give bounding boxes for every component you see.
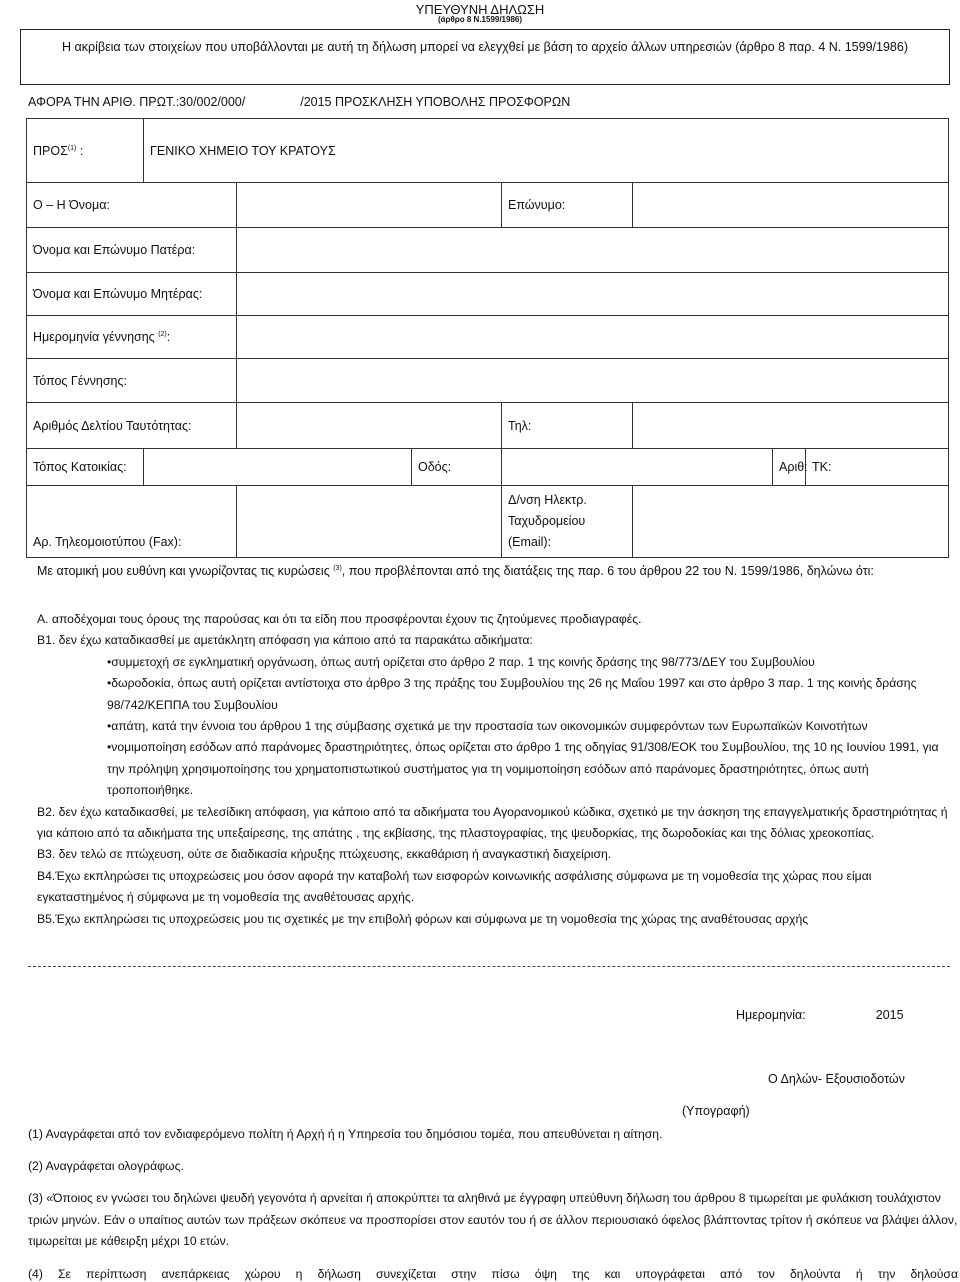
document-subtitle: (άρθρο 8 Ν.1599/1986) [437,15,523,24]
surname-field[interactable] [633,183,949,228]
reference-line [28,95,570,109]
footnote-ref-3: (3) [333,565,342,572]
declaration-b1-bullet: •νομιμοποίηση εσόδων από παράνομες δραστηριότητες, όπως ορίζεται στο άρθρο 1 της οδηγίας 91/308/ΕΟΚ του Συμβουλίου, της 10 ης Ιουνίου 1991, για την πρόληψη χρησιμοποίησης του χρηματοπιστωτικού συστήματος για τη νομιμοποίηση εσόδων από παράνομες δραστηριότητες, όπως αυτή τροποποιήθηκε. [107,740,939,798]
birthdate-field[interactable] [237,316,949,359]
declaration-b1: Β1. δεν έχω καταδικασθεί με αμετάκλητη απόφαση για κάποιο από τα παρακάτω αδικήματα: [37,633,533,648]
phone-field[interactable] [633,403,949,449]
footnote-ref-2: (2) [158,330,167,338]
birthplace-label: Τόπος Γέννησης: [27,359,237,403]
dashed-divider [28,966,950,967]
postcode-label: ΤΚ: [806,449,949,486]
footnote-2: (2) Αναγράφεται ολογράφως. [28,1159,184,1173]
date-label: Ημερομηνία: [736,1008,806,1022]
footnote-3: (3) «Όποιος εν γνώσει του δηλώνει ψευδή γεγονότα ή αρνείται ή αποκρύπτει τα αληθινά με έγγραφη υπεύθυνη δήλωση του άρθρου 8 τιμωρείται με φυλάκιση τουλάχιστον τριών μηνών. Εάν ο υπαίτιος αυτών των πράξεων σκόπευε να προσπορίσει στον εαυτόν του ή σε άλλον περιουσιακό όφελος βλάπτοντας τρίτον ή σκόπευε να βλάψει άλλον, τιμωρείται με κάθειρξη μέχρι 10 ετών. [28,1191,958,1248]
declaration-b5: Β5.Έχω εκπληρώσει τις υποχρεώσεις μου τις σχετικές με την επιβολή φόρων και σύμφωνα με τη νομοθεσία της χώρας της αναθέτουσας αρχής [37,911,809,926]
document-title: ΥΠΕΥΘΥΝΗ ΔΗΛΩΣΗ [415,2,545,17]
reference-suffix: /2015 ΠΡΟΣΚΛΗΣΗ ΥΠΟΒΟΛΗΣ ΠΡΟΣΦΟΡΩΝ [300,95,571,109]
personal-details-form [26,118,949,558]
footnote-4: (4) Σε περίπτωση ανεπάρκειας χώρου η δήλωση συνεχίζεται στην πίσω όψη της και υπογράφεται από τον δηλούντα ή την δηλούσα [28,1267,958,1281]
footnote-1: (1) Αναγράφεται από τον ενδιαφερόμενο πολίτη ή Αρχή ή η Υπηρεσία του δημόσιου τομέα, που απευθύνεται η αίτηση. [28,1127,663,1141]
email-label: Δ/νση Ηλεκτρ. Ταχυδρομείου (Email): [502,486,633,558]
email-field[interactable] [633,486,949,558]
declaration-a: Α. αποδέχομαι τους όρους της παρούσας και ότι τα είδη που προσφέρονται έχουν τις ζητούμενες προδιαγραφές. [37,612,642,626]
declaration-b3: Β3. δεν τελώ σε πτώχευση, ούτε σε διαδικασία κήρυξης πτώχευσης, εκκαθάριση ή αναγκαστική διαχείριση. [37,847,612,862]
id-number-label: Αριθμός Δελτίου Ταυτότητας: [27,403,237,449]
residence-label: Τόπος Κατοικίας: [27,449,144,486]
surname-label: Επώνυμο: [502,183,633,228]
id-number-field[interactable] [237,403,502,449]
signature-label: (Υπογραφή) [682,1104,750,1118]
declaration-b1-bullet: •δωροδοκία, όπως αυτή ορίζεται αντίστοιχα στο άρθρο 3 της πράξης του Συμβουλίου της 26 ης Μαΐου 1997 και στο άρθρο 3 παρ. 1 της κοινής δράσης 98/742/ΚΕΠΠΑ του Συμβουλίου [107,676,917,712]
declaration-b4: Β4.Έχω εκπληρώσει τις υποχρεώσεις μου όσον αφορά την καταβολή των εισφορών κοινωνικής ασφάλισης σύμφωνα με τη νομοθεσία της χώρας που είμαι εγκαταστημένος ή σύμφωνα με τη νομοθεσία της αναθέτουσας αρχής. [37,868,872,905]
fax-label: Αρ. Τηλεομοιοτύπου (Fax): [27,486,237,558]
father-name-field[interactable] [237,228,949,273]
to-label-cell: ΠΡΟΣ$^{(1)}$ : [27,119,144,183]
date-year: 2015 [875,1008,904,1022]
footnote-ref-1: (1) [67,144,77,152]
accuracy-notice: Η ακρίβεια των στοιχείων που υποβάλλονται με αυτή τη δήλωση μπορεί να ελεγχθεί με βάση το αρχείο άλλων υπηρεσιών (άρθρο 8 παρ. 4 Ν. 1599/1986) [20,29,950,85]
fax-field[interactable] [237,486,502,558]
declaration-items [37,609,952,930]
mother-name-label: Όνομα και Επώνυμο Μητέρας: [27,273,237,316]
reference-prefix: ΑΦΟΡΑ ΤΗΝ ΑΡΙΘ. ΠΡΩΤ.:30/002/000/ [28,95,246,109]
declaration-b1-bullet: •απάτη, κατά την έννοια του άρθρου 1 της σύμβασης σχετικά με την προστασία των οικονομικών συμφερόντων των Ευρωπαϊκών Κοινοτήτων [107,719,868,734]
to-value-cell: ΓΕΝΙΚΟ ΧΗΜΕΙΟ ΤΟΥ ΚΡΑΤΟΥΣ [144,119,949,183]
declaration-b2: Β2. δεν έχω καταδικασθεί, με τελεσίδικη απόφαση, για κάποιο από τα αδικήματα του Αγορανομικού κώδικα, σχετικό με την άσκηση της επαγγελματικής δραστηριότητας ή για κάποιο από τα αδικήματα της υπεξαίρεσης, της απάτης , της εκβίασης, της πλαστογραφίας, της ψευδορκίας, της δωροδοκίας και της δόλιας χρεοκοπίας. [37,804,948,841]
street-label: Οδός: [412,449,502,486]
residence-field[interactable] [144,449,412,486]
mother-name-field[interactable] [237,273,949,316]
date-line [736,1008,904,1022]
street-field[interactable] [502,449,773,486]
declaration-intro: Με ατομική μου ευθύνη και γνωρίζοντας τις κυρώσεις $^{(3)}$, που προβλέπονται από της διατάξεις της παρ. 6 του άρθρου 22 του Ν. 1599/1986, δηλώνω ότι: [37,564,874,579]
name-field[interactable] [237,183,502,228]
father-name-label: Όνομα και Επώνυμο Πατέρα: [27,228,237,273]
declaration-b1-bullet: •συμμετοχή σε εγκληματική οργάνωση, όπως αυτή ορίζεται στο άρθρο 2 παρ. 1 της κοινής δράσης της 98/773/ΔΕΥ του Συμβουλίου [107,654,815,669]
declarant-label: Ο Δηλών- Εξουσιοδοτών [768,1072,905,1086]
birthdate-label: Ημερομηνία γέννησης $^{(2)}$: [27,316,237,359]
phone-label: Τηλ: [502,403,633,449]
name-label: Ο – Η Όνομα: [27,183,237,228]
number-label: Αριθ: [773,449,806,486]
birthplace-field[interactable] [237,359,949,403]
